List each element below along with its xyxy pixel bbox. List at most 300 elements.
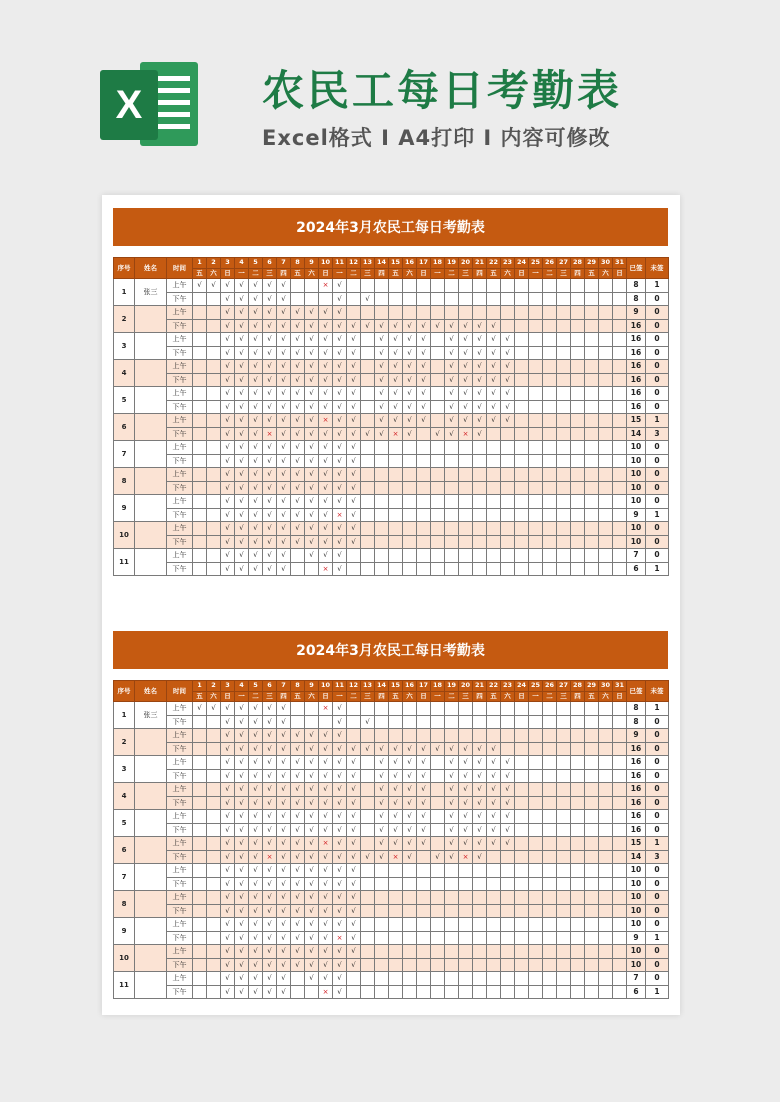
day-cell [403, 306, 417, 320]
day-cell [529, 319, 543, 333]
day-cell: √ [389, 837, 403, 851]
day-cell: √ [319, 468, 333, 482]
day-cell: √ [347, 837, 361, 851]
day-cell [599, 715, 613, 729]
day-cell: √ [347, 958, 361, 972]
attendance-sheet-1 [113, 208, 668, 576]
day-cell: √ [501, 360, 515, 374]
day-cell: √ [333, 918, 347, 932]
time-period: 下午 [167, 715, 193, 729]
day-cell: √ [361, 292, 375, 306]
day-cell: √ [235, 769, 249, 783]
day-cell: √ [305, 850, 319, 864]
day-cell: √ [235, 864, 249, 878]
day-cell [403, 904, 417, 918]
day-cell: √ [235, 918, 249, 932]
day-cell [389, 985, 403, 999]
signed-count: 10 [627, 945, 646, 959]
day-cell [445, 481, 459, 495]
day-cell: √ [221, 468, 235, 482]
day-cell: × [389, 427, 403, 441]
day-cell: √ [235, 427, 249, 441]
day-cell [613, 958, 627, 972]
day-cell [501, 292, 515, 306]
day-cell [445, 495, 459, 509]
day-cell: √ [277, 891, 291, 905]
day-cell: × [459, 427, 473, 441]
day-number: 13 [361, 258, 375, 269]
day-cell: √ [235, 931, 249, 945]
weekday: 六 [403, 691, 417, 702]
day-cell: √ [473, 783, 487, 797]
table-row [114, 796, 669, 810]
day-cell: √ [277, 715, 291, 729]
day-cell [375, 522, 389, 536]
day-cell: √ [263, 864, 277, 878]
unsigned-count: 0 [646, 468, 669, 482]
day-cell: √ [375, 810, 389, 824]
day-cell: √ [417, 333, 431, 347]
day-cell [347, 729, 361, 743]
day-cell: √ [375, 387, 389, 401]
employee-name [135, 549, 167, 576]
day-cell: √ [249, 360, 263, 374]
day-cell: √ [473, 810, 487, 824]
table-row [114, 972, 669, 986]
day-cell [403, 508, 417, 522]
day-cell [613, 823, 627, 837]
day-cell [487, 292, 501, 306]
day-cell [599, 319, 613, 333]
day-cell: √ [263, 931, 277, 945]
day-cell [361, 468, 375, 482]
day-cell [585, 292, 599, 306]
day-cell: √ [221, 319, 235, 333]
day-cell: √ [249, 918, 263, 932]
day-cell [473, 958, 487, 972]
day-cell [543, 400, 557, 414]
day-cell [389, 958, 403, 972]
day-cell [613, 891, 627, 905]
day-cell [361, 864, 375, 878]
day-cell [529, 810, 543, 824]
day-cell [501, 306, 515, 320]
day-cell: √ [263, 877, 277, 891]
day-number: 24 [515, 258, 529, 269]
employee-name [135, 522, 167, 549]
day-cell [389, 306, 403, 320]
table-row [114, 468, 669, 482]
day-cell: √ [389, 823, 403, 837]
day-cell: √ [305, 495, 319, 509]
day-number: 3 [221, 258, 235, 269]
day-cell [431, 958, 445, 972]
attendance-table [113, 680, 669, 999]
day-cell [487, 864, 501, 878]
col-header-time: 时间 [167, 681, 193, 702]
day-cell: √ [333, 400, 347, 414]
day-cell: × [319, 985, 333, 999]
day-cell [543, 549, 557, 563]
day-cell [375, 549, 389, 563]
day-cell [487, 715, 501, 729]
day-cell [543, 823, 557, 837]
day-cell [557, 931, 571, 945]
day-cell [529, 441, 543, 455]
day-cell [599, 918, 613, 932]
day-cell: √ [417, 360, 431, 374]
day-cell: √ [221, 958, 235, 972]
day-cell [501, 904, 515, 918]
day-cell [613, 441, 627, 455]
day-cell [529, 958, 543, 972]
day-cell [613, 931, 627, 945]
day-cell: √ [235, 891, 249, 905]
day-cell: √ [221, 306, 235, 320]
day-cell [445, 931, 459, 945]
day-cell [361, 522, 375, 536]
day-cell: √ [347, 360, 361, 374]
day-cell: √ [403, 333, 417, 347]
weekday: 五 [585, 691, 599, 702]
day-cell [529, 769, 543, 783]
day-cell [417, 945, 431, 959]
day-cell [417, 454, 431, 468]
day-cell [431, 756, 445, 770]
signed-count: 6 [627, 985, 646, 999]
day-cell: √ [319, 945, 333, 959]
col-header-unsigned: 未签 [646, 681, 669, 702]
day-cell [375, 454, 389, 468]
day-cell [585, 823, 599, 837]
day-cell: √ [249, 414, 263, 428]
weekday: 三 [557, 691, 571, 702]
day-cell: √ [305, 427, 319, 441]
unsigned-count: 1 [646, 931, 669, 945]
day-cell: √ [291, 373, 305, 387]
day-cell: √ [291, 783, 305, 797]
day-cell [375, 468, 389, 482]
day-cell: √ [291, 454, 305, 468]
day-cell: √ [403, 387, 417, 401]
day-cell: √ [333, 850, 347, 864]
day-cell [361, 454, 375, 468]
sheet-title: 2024年3月农民工每日考勤表 [113, 208, 668, 246]
time-period: 上午 [167, 495, 193, 509]
day-cell [515, 333, 529, 347]
day-cell [515, 306, 529, 320]
day-cell [585, 414, 599, 428]
unsigned-count: 0 [646, 945, 669, 959]
day-cell [557, 837, 571, 851]
day-cell [473, 508, 487, 522]
day-cell [585, 796, 599, 810]
employee-name [135, 918, 167, 945]
day-cell [543, 306, 557, 320]
day-cell [459, 454, 473, 468]
day-cell [585, 346, 599, 360]
day-cell [613, 796, 627, 810]
day-cell [459, 535, 473, 549]
day-cell [543, 333, 557, 347]
day-cell [557, 535, 571, 549]
day-cell: √ [403, 810, 417, 824]
day-cell [557, 481, 571, 495]
day-cell [193, 918, 207, 932]
day-cell [403, 441, 417, 455]
day-cell [361, 414, 375, 428]
day-cell: √ [263, 756, 277, 770]
day-cell [193, 549, 207, 563]
unsigned-count: 0 [646, 823, 669, 837]
day-cell: √ [221, 333, 235, 347]
day-cell: √ [361, 715, 375, 729]
day-cell: √ [305, 972, 319, 986]
signed-count: 10 [627, 495, 646, 509]
day-cell [529, 522, 543, 536]
day-cell [529, 796, 543, 810]
unsigned-count: 0 [646, 400, 669, 414]
day-cell [431, 891, 445, 905]
day-cell: √ [235, 508, 249, 522]
day-cell [543, 729, 557, 743]
day-cell [599, 481, 613, 495]
day-cell: √ [333, 864, 347, 878]
day-cell [459, 715, 473, 729]
day-cell [207, 427, 221, 441]
day-cell [571, 958, 585, 972]
day-cell [403, 891, 417, 905]
day-cell [487, 481, 501, 495]
day-cell: √ [221, 837, 235, 851]
day-cell [207, 468, 221, 482]
day-cell [193, 427, 207, 441]
day-cell: √ [221, 360, 235, 374]
day-cell: √ [333, 756, 347, 770]
day-number: 23 [501, 681, 515, 692]
row-number: 5 [114, 810, 135, 837]
day-cell: √ [473, 319, 487, 333]
day-cell: √ [333, 346, 347, 360]
day-cell: √ [375, 823, 389, 837]
day-cell [515, 756, 529, 770]
time-period: 上午 [167, 441, 193, 455]
day-cell: √ [305, 823, 319, 837]
signed-count: 10 [627, 454, 646, 468]
day-cell [431, 702, 445, 716]
day-cell: √ [263, 333, 277, 347]
col-header-signed: 已签 [627, 681, 646, 702]
day-cell: √ [235, 535, 249, 549]
day-cell [193, 796, 207, 810]
day-cell [207, 877, 221, 891]
day-cell [599, 837, 613, 851]
day-cell [375, 715, 389, 729]
day-cell: √ [361, 742, 375, 756]
signed-count: 6 [627, 562, 646, 576]
day-cell: √ [235, 292, 249, 306]
unsigned-count: 0 [646, 756, 669, 770]
day-cell [389, 877, 403, 891]
day-cell: √ [249, 292, 263, 306]
table-row [114, 715, 669, 729]
day-cell: √ [249, 468, 263, 482]
day-cell [543, 769, 557, 783]
day-cell [613, 400, 627, 414]
day-cell [613, 549, 627, 563]
day-cell [361, 972, 375, 986]
day-cell: √ [389, 756, 403, 770]
weekday: 五 [291, 691, 305, 702]
weekday: 四 [571, 691, 585, 702]
day-cell: √ [375, 427, 389, 441]
day-cell [557, 333, 571, 347]
day-cell: √ [249, 306, 263, 320]
day-cell [207, 306, 221, 320]
day-cell [529, 702, 543, 716]
day-cell [571, 810, 585, 824]
day-cell: √ [277, 481, 291, 495]
day-cell: √ [389, 810, 403, 824]
day-cell [543, 918, 557, 932]
day-cell: √ [291, 945, 305, 959]
day-cell [361, 400, 375, 414]
day-cell [361, 346, 375, 360]
day-cell: √ [291, 346, 305, 360]
day-cell: √ [333, 729, 347, 743]
day-cell [515, 562, 529, 576]
day-cell [375, 958, 389, 972]
unsigned-count: 0 [646, 958, 669, 972]
row-number: 3 [114, 756, 135, 783]
table-row [114, 549, 669, 563]
day-cell [403, 468, 417, 482]
day-cell [529, 904, 543, 918]
table-row [114, 877, 669, 891]
day-cell [193, 319, 207, 333]
day-cell: √ [487, 333, 501, 347]
day-cell: √ [333, 292, 347, 306]
day-cell: √ [319, 783, 333, 797]
day-cell [585, 783, 599, 797]
signed-count: 16 [627, 783, 646, 797]
day-cell [599, 958, 613, 972]
day-cell: √ [249, 279, 263, 293]
day-number: 19 [445, 681, 459, 692]
unsigned-count: 0 [646, 454, 669, 468]
weekday: 五 [487, 691, 501, 702]
day-cell: √ [249, 823, 263, 837]
table-row [114, 427, 669, 441]
day-cell: √ [333, 454, 347, 468]
table-row [114, 373, 669, 387]
weekday: 六 [305, 691, 319, 702]
day-cell [207, 850, 221, 864]
day-cell [613, 481, 627, 495]
day-cell [585, 535, 599, 549]
day-cell: √ [347, 414, 361, 428]
employee-name [135, 756, 167, 783]
day-cell: √ [445, 400, 459, 414]
day-number: 28 [571, 681, 585, 692]
day-cell: √ [473, 756, 487, 770]
row-number: 10 [114, 522, 135, 549]
day-cell [431, 387, 445, 401]
day-cell: √ [263, 319, 277, 333]
day-cell [501, 972, 515, 986]
day-cell [473, 562, 487, 576]
day-cell [431, 306, 445, 320]
day-cell [571, 535, 585, 549]
day-cell [361, 796, 375, 810]
day-number: 22 [487, 681, 501, 692]
day-cell: √ [235, 346, 249, 360]
day-cell: √ [417, 319, 431, 333]
signed-count: 14 [627, 427, 646, 441]
day-cell: √ [473, 373, 487, 387]
day-cell [207, 769, 221, 783]
day-cell [305, 279, 319, 293]
weekday: 一 [235, 268, 249, 279]
time-period: 下午 [167, 931, 193, 945]
day-cell [613, 729, 627, 743]
day-cell: √ [445, 360, 459, 374]
col-header-name: 姓名 [135, 681, 167, 702]
day-number: 21 [473, 258, 487, 269]
day-cell: √ [487, 823, 501, 837]
day-cell: √ [473, 796, 487, 810]
unsigned-count: 0 [646, 387, 669, 401]
day-cell [417, 427, 431, 441]
day-cell: √ [291, 810, 305, 824]
day-cell: √ [487, 742, 501, 756]
day-cell: √ [319, 850, 333, 864]
day-cell [487, 508, 501, 522]
signed-count: 16 [627, 769, 646, 783]
day-cell [445, 279, 459, 293]
day-number: 3 [221, 681, 235, 692]
table-row [114, 481, 669, 495]
day-cell [305, 562, 319, 576]
day-cell: √ [221, 702, 235, 716]
day-cell: √ [403, 850, 417, 864]
day-cell: √ [487, 387, 501, 401]
day-cell: √ [291, 742, 305, 756]
day-cell [431, 985, 445, 999]
day-cell: √ [459, 742, 473, 756]
unsigned-count: 0 [646, 441, 669, 455]
day-cell: √ [403, 319, 417, 333]
signed-count: 16 [627, 346, 646, 360]
day-cell: √ [459, 333, 473, 347]
day-cell [361, 985, 375, 999]
day-cell [375, 535, 389, 549]
unsigned-count: 1 [646, 702, 669, 716]
day-cell [515, 985, 529, 999]
day-cell: √ [263, 796, 277, 810]
unsigned-count: 0 [646, 481, 669, 495]
day-cell: × [319, 279, 333, 293]
day-cell [487, 454, 501, 468]
day-cell [557, 454, 571, 468]
day-cell: √ [235, 522, 249, 536]
day-cell: √ [263, 562, 277, 576]
table-row [114, 454, 669, 468]
table-row [114, 729, 669, 743]
day-cell [599, 427, 613, 441]
unsigned-count: 0 [646, 891, 669, 905]
day-cell [571, 346, 585, 360]
